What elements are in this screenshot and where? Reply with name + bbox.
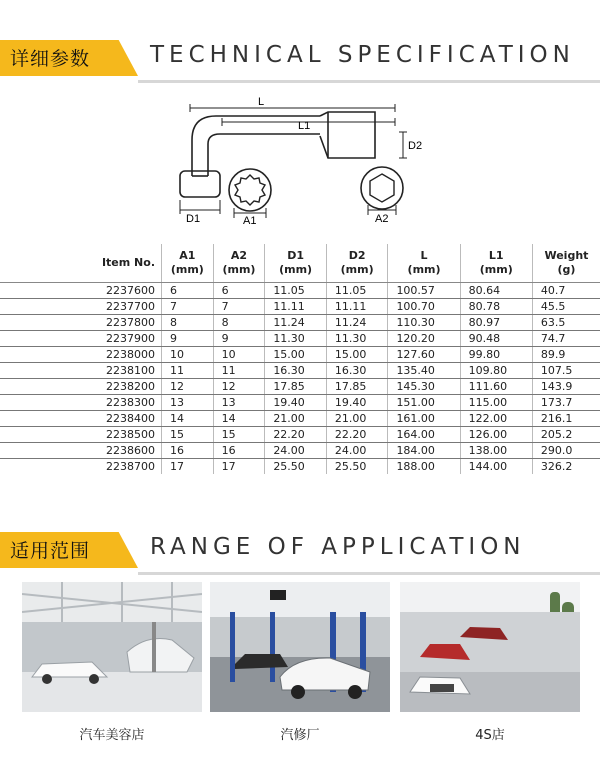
wrench-dimension-diagram <box>150 96 450 226</box>
cell-a1: 13 <box>162 395 214 411</box>
table-row <box>0 427 600 443</box>
cell-a1: 9 <box>162 331 214 347</box>
cell-item-no: 2237700 <box>0 299 162 315</box>
cell-d2: 25.50 <box>326 459 388 475</box>
cell-l1: 80.78 <box>460 299 532 315</box>
cell-a2: 8 <box>213 315 265 331</box>
cell-d1: 24.00 <box>265 443 327 459</box>
cell-a1: 14 <box>162 411 214 427</box>
caption-4s-dealership: 4S店 <box>475 728 505 743</box>
cell-d2: 16.30 <box>326 363 388 379</box>
cell-d1: 17.85 <box>265 379 327 395</box>
cell-a1: 10 <box>162 347 214 363</box>
table-row <box>0 411 600 427</box>
cell-l: 188.00 <box>388 459 460 475</box>
cell-item-no: 2238100 <box>0 363 162 379</box>
cell-item-no: 2238700 <box>0 459 162 475</box>
header-weight: Weight (g) <box>532 244 600 283</box>
cell-weight: 40.7 <box>532 283 600 299</box>
technical-specification-banner <box>0 34 600 88</box>
cell-a1: 17 <box>162 459 214 475</box>
cell-item-no: 2237600 <box>0 283 162 299</box>
cell-item-no: 2238400 <box>0 411 162 427</box>
cell-d1: 21.00 <box>265 411 327 427</box>
section-title-cn: 详细参数 <box>10 48 91 70</box>
cell-a2: 16 <box>213 443 265 459</box>
header-a2: A2 (mm) <box>213 244 265 283</box>
cell-weight: 216.1 <box>532 411 600 427</box>
header-d2: D2 (mm) <box>326 244 388 283</box>
cell-a1: 16 <box>162 443 214 459</box>
cell-a2: 6 <box>213 283 265 299</box>
cell-d1: 15.00 <box>265 347 327 363</box>
application-photos <box>0 582 600 712</box>
cell-weight: 173.7 <box>532 395 600 411</box>
dim-label-D2: D2 <box>408 140 423 152</box>
cell-a2: 11 <box>213 363 265 379</box>
cell-item-no: 2238200 <box>0 379 162 395</box>
cell-l1: 111.60 <box>460 379 532 395</box>
cell-a1: 7 <box>162 299 214 315</box>
dim-label-L: L <box>258 96 265 108</box>
header-l: L (mm) <box>388 244 460 283</box>
cell-d1: 11.11 <box>265 299 327 315</box>
cell-l1: 80.97 <box>460 315 532 331</box>
cell-a1: 15 <box>162 427 214 443</box>
cell-a2: 7 <box>213 299 265 315</box>
cell-d2: 11.30 <box>326 331 388 347</box>
cell-weight: 290.0 <box>532 443 600 459</box>
cell-d1: 19.40 <box>265 395 327 411</box>
cell-d2: 24.00 <box>326 443 388 459</box>
cell-weight: 63.5 <box>532 315 600 331</box>
cell-weight: 89.9 <box>532 347 600 363</box>
cell-a1: 12 <box>162 379 214 395</box>
cell-d2: 11.11 <box>326 299 388 315</box>
cell-d2: 17.85 <box>326 379 388 395</box>
cell-l: 120.20 <box>388 331 460 347</box>
4s-dealership-photo <box>400 582 580 712</box>
cell-l: 100.57 <box>388 283 460 299</box>
table-row <box>0 283 600 299</box>
cell-weight: 143.9 <box>532 379 600 395</box>
table-row <box>0 459 600 475</box>
cell-d2: 11.24 <box>326 315 388 331</box>
table-row <box>0 299 600 315</box>
cell-d2: 19.40 <box>326 395 388 411</box>
cell-d1: 22.20 <box>265 427 327 443</box>
specification-table <box>0 244 600 474</box>
table-header-row <box>0 244 600 283</box>
cell-l1: 144.00 <box>460 459 532 475</box>
cell-l: 161.00 <box>388 411 460 427</box>
cell-weight: 74.7 <box>532 331 600 347</box>
cell-d2: 22.20 <box>326 427 388 443</box>
cell-weight: 326.2 <box>540 459 573 473</box>
cell-a2: 9 <box>213 331 265 347</box>
car-beauty-shop-photo <box>22 582 202 712</box>
section-divider <box>138 80 600 83</box>
cell-a2: 12 <box>213 379 265 395</box>
cell-l1: 109.80 <box>460 363 532 379</box>
header-a1: A1 (mm) <box>162 244 214 283</box>
caption-auto-repair-factory: 汽修厂 <box>280 728 320 743</box>
cell-a2: 14 <box>213 411 265 427</box>
cell-item-no: 2237800 <box>0 315 162 331</box>
cell-item-no: 2238000 <box>0 347 162 363</box>
cell-l1: 80.64 <box>460 283 532 299</box>
cell-a2: 10 <box>213 347 265 363</box>
table-row <box>0 331 600 347</box>
cell-l1: 115.00 <box>460 395 532 411</box>
section-divider <box>138 572 600 575</box>
section-title-en: TECHNICAL SPECIFICATION <box>150 42 575 68</box>
cell-d1: 16.30 <box>265 363 327 379</box>
dim-label-D1: D1 <box>186 213 201 225</box>
caption-car-beauty-shop: 汽车美容店 <box>79 728 145 743</box>
cell-d1: 11.05 <box>265 283 327 299</box>
cell-a1: 8 <box>162 315 214 331</box>
cell-l1: 99.80 <box>460 347 532 363</box>
cell-l: 151.00 <box>388 395 460 411</box>
cell-l1: 90.48 <box>460 331 532 347</box>
cell-a1: 11 <box>162 363 214 379</box>
cell-item-no: 2238300 <box>0 395 162 411</box>
dim-label-A2: A2 <box>375 213 389 225</box>
cell-l: 164.00 <box>388 427 460 443</box>
section-title-en: RANGE OF APPLICATION <box>150 534 526 560</box>
cell-item-no: 2238600 <box>0 443 162 459</box>
cell-d2: 21.00 <box>326 411 388 427</box>
table-row <box>0 395 600 411</box>
header-l1: L1 (mm) <box>460 244 532 283</box>
table-row <box>0 379 600 395</box>
table-row <box>0 315 600 331</box>
cell-weight: 205.2 <box>532 427 600 443</box>
cell-l: 110.30 <box>388 315 460 331</box>
cell-d1: 25.50 <box>265 459 327 475</box>
hex-socket-icon <box>361 167 403 215</box>
table-row <box>0 363 600 379</box>
cell-d2: 15.00 <box>326 347 388 363</box>
cell-l: 145.30 <box>388 379 460 395</box>
cell-d1: 11.30 <box>265 331 327 347</box>
cell-l: 127.60 <box>388 347 460 363</box>
cell-item-no: 2237900 <box>0 331 162 347</box>
section-title-cn: 适用范围 <box>10 540 91 562</box>
cell-l1: 138.00 <box>460 443 532 459</box>
wrench-outline <box>180 112 375 197</box>
cell-l1: 126.00 <box>460 427 532 443</box>
cell-a1: 6 <box>162 283 214 299</box>
cell-d2: 11.05 <box>326 283 388 299</box>
header-d1: D1 (mm) <box>265 244 327 283</box>
cell-item-no: 2238500 <box>0 427 162 443</box>
range-of-application-banner <box>0 526 600 580</box>
cell-weight: 45.5 <box>532 299 600 315</box>
cell-l: 135.40 <box>388 363 460 379</box>
cell-d1: 11.24 <box>265 315 327 331</box>
cell-a2: 17 <box>213 459 265 475</box>
cell-weight: 107.5 <box>532 363 600 379</box>
header-item-no: Item No. <box>0 244 162 283</box>
table-row <box>0 347 600 363</box>
cell-l1: 122.00 <box>460 411 532 427</box>
auto-repair-factory-photo <box>210 582 390 712</box>
dim-label-A1: A1 <box>243 215 257 226</box>
cell-a2: 13 <box>213 395 265 411</box>
cell-l: 100.70 <box>388 299 460 315</box>
cell-a2: 15 <box>213 427 265 443</box>
twelve-point-socket-icon <box>229 169 271 218</box>
dim-label-L1: L1 <box>298 120 311 132</box>
cell-l: 184.00 <box>388 443 460 459</box>
table-row <box>0 443 600 459</box>
